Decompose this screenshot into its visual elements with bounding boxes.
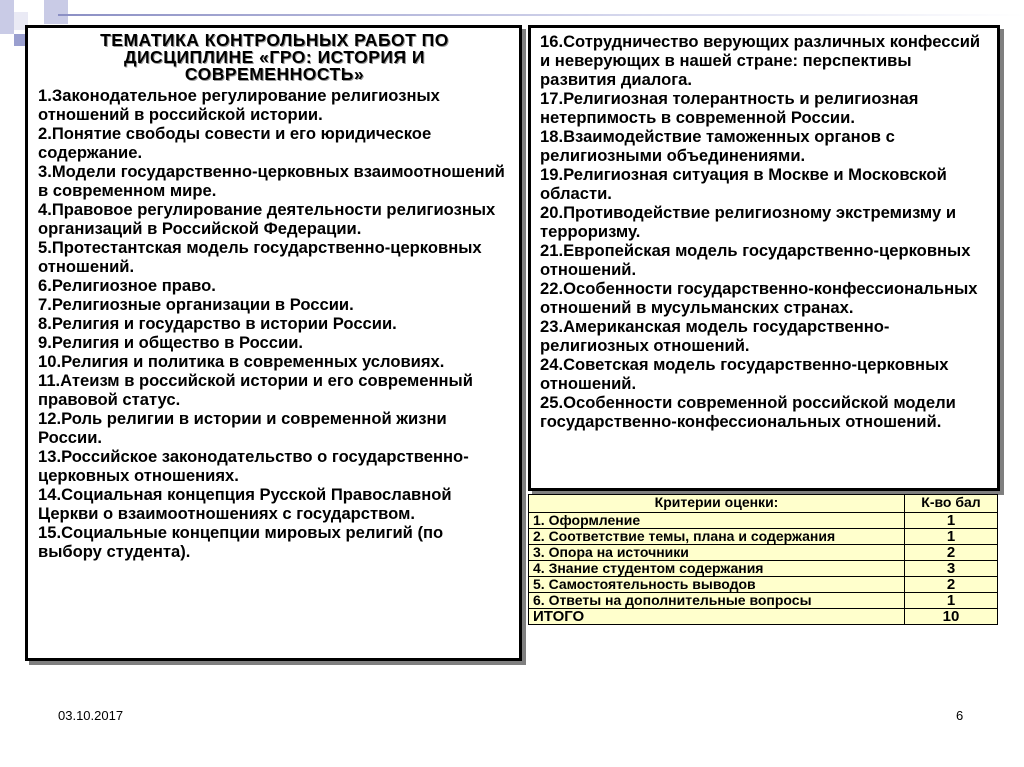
topic-item: 8.Религия и государство в истории России.	[38, 314, 397, 333]
topic-item: 16.Сотрудничество верующих различных конфессий и неверующих в нашей стране: перспективы развития диалога.	[540, 32, 981, 89]
topic-item: 9.Религия и общество в России.	[38, 333, 304, 352]
decor-square	[0, 0, 14, 34]
topic-item: 18.Взаимодействие таможенных органов с религиозными объединениями.	[540, 127, 895, 165]
topic-item: 24.Советская модель государственно-церковных отношений.	[540, 355, 949, 393]
topic-item: 11.Атеизм в российской истории и его современный правовой статус.	[38, 371, 473, 409]
criteria-label: 3. Опора на источники	[529, 545, 905, 561]
topic-item: 5.Протестантская модель государственно-церковных отношений.	[38, 238, 482, 276]
topic-item: 2.Понятие свободы совести и его юридическое содержание.	[38, 124, 432, 162]
topic-item: 3.Модели государственно-церковных взаимоотношений в современном мире.	[38, 162, 505, 200]
topic-item: 6.Религиозное право.	[38, 276, 216, 295]
criteria-row	[529, 593, 998, 609]
points-header: К-во бал	[905, 495, 998, 513]
topic-item: 14.Социальная концепция Русской Православной Церкви о взаимоотношениях с государством.	[38, 485, 452, 523]
criteria-row	[529, 513, 998, 529]
decor-square	[44, 0, 68, 24]
topic-item: 25.Особенности современной российской модели государственно-конфессиональных отношений.	[540, 393, 956, 431]
criteria-points: 3	[905, 561, 998, 577]
topic-item: 20.Противодействие религиозному экстремизму и терроризму.	[540, 203, 957, 241]
criteria-points: 1	[905, 513, 998, 529]
topic-item: 23.Американская модель государственно-религиозных отношений.	[540, 317, 890, 355]
criteria-label: 6. Ответы на дополнительные вопросы	[529, 593, 905, 609]
topic-item: 19.Религиозная ситуация в Москве и Московской области.	[540, 165, 947, 203]
criteria-row	[529, 545, 998, 561]
topic-item: 15.Социальные концепции мировых религий (по выбору студента).	[38, 523, 444, 561]
right-topics-panel	[528, 25, 1000, 491]
topic-item: 13.Российское законодательство о государственно-церковных отношениях.	[38, 447, 469, 485]
criteria-row	[529, 561, 998, 577]
slide-title: ТЕМАТИКА КОНТРОЛЬНЫХ РАБОТ ПО ДИСЦИПЛИНЕ «ГРО: ИСТОРИЯ И СОВРЕМЕННОСТЬ»	[100, 30, 449, 84]
criteria-label: 2. Соответствие темы, плана и содержания	[529, 529, 905, 545]
criteria-points: 1	[905, 529, 998, 545]
topic-item: 17.Религиозная толерантность и религиозная нетерпимость в современной России.	[540, 89, 919, 127]
slide-date: 03.10.2017	[58, 708, 124, 723]
criteria-row	[529, 577, 998, 593]
topic-item: 21.Европейская модель государственно-церковных отношений.	[540, 241, 971, 279]
criteria-points: 2	[905, 545, 998, 561]
topic-item: 12.Роль религии в истории и современной жизни России.	[38, 409, 447, 447]
criteria-label: 1. Оформление	[529, 513, 905, 529]
total-points: 10	[905, 609, 998, 625]
topic-item: 4.Правовое регулирование деятельности религиозных организаций в Российской Федерации.	[38, 200, 496, 238]
topic-item: 7.Религиозные организации в России.	[38, 295, 354, 314]
criteria-label: 5. Самостоятельность выводов	[529, 577, 905, 593]
criteria-total-row	[529, 609, 998, 625]
total-label: ИТОГО	[529, 609, 905, 625]
header-rule	[58, 14, 1024, 16]
left-topics-panel	[25, 25, 522, 661]
topic-item: 10.Религия и политика в современных условиях.	[38, 352, 445, 371]
criteria-header: Критерии оценки:	[529, 495, 905, 513]
topic-item: 22.Особенности государственно-конфессиональных отношений в мусульманских странах.	[540, 279, 978, 317]
criteria-row	[529, 529, 998, 545]
slide-number: 6	[956, 708, 964, 723]
criteria-points: 1	[905, 593, 998, 609]
criteria-points: 2	[905, 577, 998, 593]
criteria-label: 4. Знание студентом содержания	[529, 561, 905, 577]
criteria-header-row	[529, 495, 998, 513]
criteria-table	[528, 494, 998, 625]
topic-item: 1.Законодательное регулирование религиозных отношений в российской истории.	[38, 86, 440, 124]
